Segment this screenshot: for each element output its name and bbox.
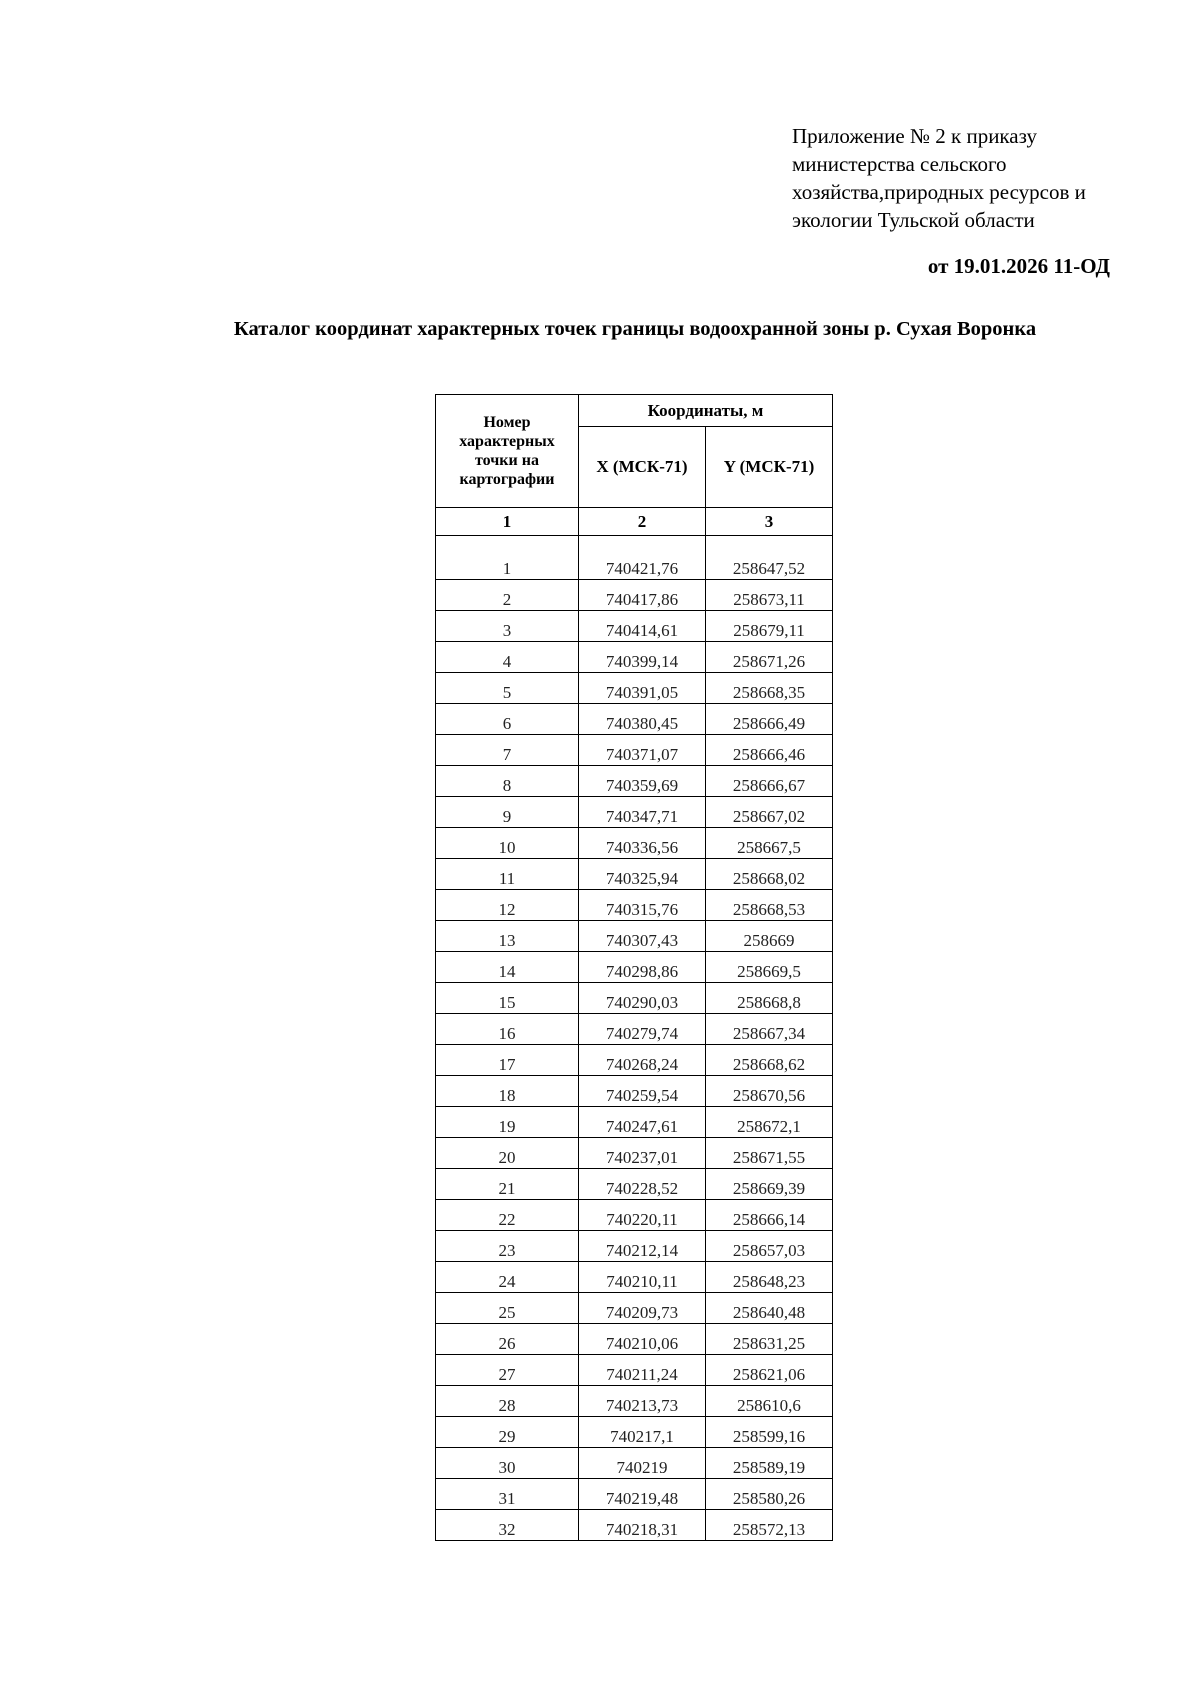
y-coordinate-cell: 258667,5 [706, 828, 833, 859]
coordinates-body [436, 536, 833, 1541]
y-coordinate-cell: 258668,62 [706, 1045, 833, 1076]
header-y: Y (МСК-71) [706, 427, 833, 508]
y-coordinate-cell: 258671,55 [706, 1138, 833, 1169]
y-coordinate-cell: 258668,8 [706, 983, 833, 1014]
x-coordinate-cell: 740315,76 [579, 890, 706, 921]
x-coordinate-cell: 740217,1 [579, 1417, 706, 1448]
point-number-cell: 3 [436, 611, 579, 642]
y-coordinate-cell: 258672,1 [706, 1107, 833, 1138]
y-coordinate-cell: 258657,03 [706, 1231, 833, 1262]
table-row [436, 1200, 833, 1231]
coordinates-table [435, 394, 833, 1541]
x-coordinate-cell: 740336,56 [579, 828, 706, 859]
y-coordinate-cell: 258666,46 [706, 735, 833, 766]
table-row [436, 1510, 833, 1541]
table-row [436, 1231, 833, 1262]
y-coordinate-cell: 258669,39 [706, 1169, 833, 1200]
table-row [436, 921, 833, 952]
column-number: 3 [706, 508, 833, 536]
point-number-cell: 4 [436, 642, 579, 673]
point-number-cell: 16 [436, 1014, 579, 1045]
point-number-cell: 17 [436, 1045, 579, 1076]
point-number-cell: 29 [436, 1417, 579, 1448]
y-coordinate-cell: 258671,26 [706, 642, 833, 673]
point-number-cell: 19 [436, 1107, 579, 1138]
table-row [436, 1355, 833, 1386]
point-number-cell: 6 [436, 704, 579, 735]
table-row [436, 1169, 833, 1200]
x-coordinate-cell: 740421,76 [579, 536, 706, 580]
y-coordinate-cell: 258666,49 [706, 704, 833, 735]
point-number-cell: 20 [436, 1138, 579, 1169]
table-row [436, 983, 833, 1014]
point-number-cell: 21 [436, 1169, 579, 1200]
table-row [436, 536, 833, 580]
table-row [436, 766, 833, 797]
y-coordinate-cell: 258667,02 [706, 797, 833, 828]
header-point-number: Номер характерных точки на картографии [436, 395, 579, 508]
table-row [436, 797, 833, 828]
x-coordinate-cell: 740290,03 [579, 983, 706, 1014]
point-number-cell: 31 [436, 1479, 579, 1510]
y-coordinate-cell: 258670,56 [706, 1076, 833, 1107]
point-number-cell: 18 [436, 1076, 579, 1107]
document-title: Каталог координат характерных точек границы водоохранной зоны р. Сухая Воронка [233, 318, 1037, 340]
header-x: X (МСК-71) [579, 427, 706, 508]
table-row [436, 673, 833, 704]
point-number-cell: 32 [436, 1510, 579, 1541]
y-coordinate-cell: 258647,52 [706, 536, 833, 580]
x-coordinate-cell: 740399,14 [579, 642, 706, 673]
annex-line: экологии Тульской области [792, 208, 1035, 232]
x-coordinate-cell: 740210,06 [579, 1324, 706, 1355]
table-row [436, 611, 833, 642]
point-number-cell: 10 [436, 828, 579, 859]
table-row [436, 828, 833, 859]
point-number-cell: 14 [436, 952, 579, 983]
y-coordinate-cell: 258610,6 [706, 1386, 833, 1417]
y-coordinate-cell: 258666,14 [706, 1200, 833, 1231]
y-coordinate-cell: 258668,53 [706, 890, 833, 921]
y-coordinate-cell: 258572,13 [706, 1510, 833, 1541]
y-coordinate-cell: 258668,02 [706, 859, 833, 890]
point-number-cell: 22 [436, 1200, 579, 1231]
table-row [436, 1262, 833, 1293]
y-coordinate-cell: 258631,25 [706, 1324, 833, 1355]
x-coordinate-cell: 740380,45 [579, 704, 706, 735]
x-coordinate-cell: 740307,43 [579, 921, 706, 952]
table-row [436, 1324, 833, 1355]
y-coordinate-cell: 258648,23 [706, 1262, 833, 1293]
header-coordinates: Координаты, м [579, 395, 833, 427]
point-number-cell: 24 [436, 1262, 579, 1293]
y-coordinate-cell: 258580,26 [706, 1479, 833, 1510]
x-coordinate-cell: 740414,61 [579, 611, 706, 642]
annex-block [792, 122, 1172, 234]
x-coordinate-cell: 740359,69 [579, 766, 706, 797]
x-coordinate-cell: 740347,71 [579, 797, 706, 828]
point-number-cell: 13 [436, 921, 579, 952]
y-coordinate-cell: 258673,11 [706, 580, 833, 611]
y-coordinate-cell: 258679,11 [706, 611, 833, 642]
x-coordinate-cell: 740219 [579, 1448, 706, 1479]
y-coordinate-cell: 258669,5 [706, 952, 833, 983]
annex-line: Приложение № 2 к приказу [792, 124, 1037, 148]
x-coordinate-cell: 740211,24 [579, 1355, 706, 1386]
table-row [436, 1107, 833, 1138]
point-number-cell: 23 [436, 1231, 579, 1262]
annex-line: хозяйства,природных ресурсов и [792, 180, 1086, 204]
table-row [436, 1076, 833, 1107]
y-coordinate-cell: 258666,67 [706, 766, 833, 797]
x-coordinate-cell: 740417,86 [579, 580, 706, 611]
table-row [436, 735, 833, 766]
x-coordinate-cell: 740209,73 [579, 1293, 706, 1324]
x-coordinate-cell: 740219,48 [579, 1479, 706, 1510]
x-coordinate-cell: 740218,31 [579, 1510, 706, 1541]
x-coordinate-cell: 740279,74 [579, 1014, 706, 1045]
point-number-cell: 1 [436, 536, 579, 580]
table-row [436, 1386, 833, 1417]
point-number-cell: 11 [436, 859, 579, 890]
y-coordinate-cell: 258640,48 [706, 1293, 833, 1324]
table-row [436, 580, 833, 611]
x-coordinate-cell: 740268,24 [579, 1045, 706, 1076]
x-coordinate-cell: 740247,61 [579, 1107, 706, 1138]
column-number: 2 [579, 508, 706, 536]
table-row [436, 859, 833, 890]
table-row [436, 1014, 833, 1045]
y-coordinate-cell: 258669 [706, 921, 833, 952]
x-coordinate-cell: 740371,07 [579, 735, 706, 766]
table-row [436, 1479, 833, 1510]
y-coordinate-cell: 258621,06 [706, 1355, 833, 1386]
table-row [436, 1293, 833, 1324]
y-coordinate-cell: 258589,19 [706, 1448, 833, 1479]
annex-line: министерства сельского [792, 152, 1007, 176]
point-number-cell: 26 [436, 1324, 579, 1355]
y-coordinate-cell: 258599,16 [706, 1417, 833, 1448]
column-number: 1 [436, 508, 579, 536]
point-number-cell: 2 [436, 580, 579, 611]
x-coordinate-cell: 740228,52 [579, 1169, 706, 1200]
table-row [436, 1448, 833, 1479]
point-number-cell: 30 [436, 1448, 579, 1479]
point-number-cell: 7 [436, 735, 579, 766]
x-coordinate-cell: 740237,01 [579, 1138, 706, 1169]
table-row [436, 1138, 833, 1169]
x-coordinate-cell: 740220,11 [579, 1200, 706, 1231]
point-number-cell: 9 [436, 797, 579, 828]
table-row [436, 1417, 833, 1448]
x-coordinate-cell: 740391,05 [579, 673, 706, 704]
table-row [436, 1045, 833, 1076]
point-number-cell: 12 [436, 890, 579, 921]
x-coordinate-cell: 740210,11 [579, 1262, 706, 1293]
point-number-cell: 5 [436, 673, 579, 704]
table-row [436, 642, 833, 673]
y-coordinate-cell: 258668,35 [706, 673, 833, 704]
order-date: от 19.01.2026 11-ОД [927, 254, 1110, 278]
point-number-cell: 15 [436, 983, 579, 1014]
table-row [436, 704, 833, 735]
point-number-cell: 28 [436, 1386, 579, 1417]
point-number-cell: 8 [436, 766, 579, 797]
point-number-cell: 27 [436, 1355, 579, 1386]
x-coordinate-cell: 740325,94 [579, 859, 706, 890]
x-coordinate-cell: 740259,54 [579, 1076, 706, 1107]
x-coordinate-cell: 740212,14 [579, 1231, 706, 1262]
point-number-cell: 25 [436, 1293, 579, 1324]
table-row [436, 890, 833, 921]
x-coordinate-cell: 740298,86 [579, 952, 706, 983]
y-coordinate-cell: 258667,34 [706, 1014, 833, 1045]
x-coordinate-cell: 740213,73 [579, 1386, 706, 1417]
table-row [436, 952, 833, 983]
